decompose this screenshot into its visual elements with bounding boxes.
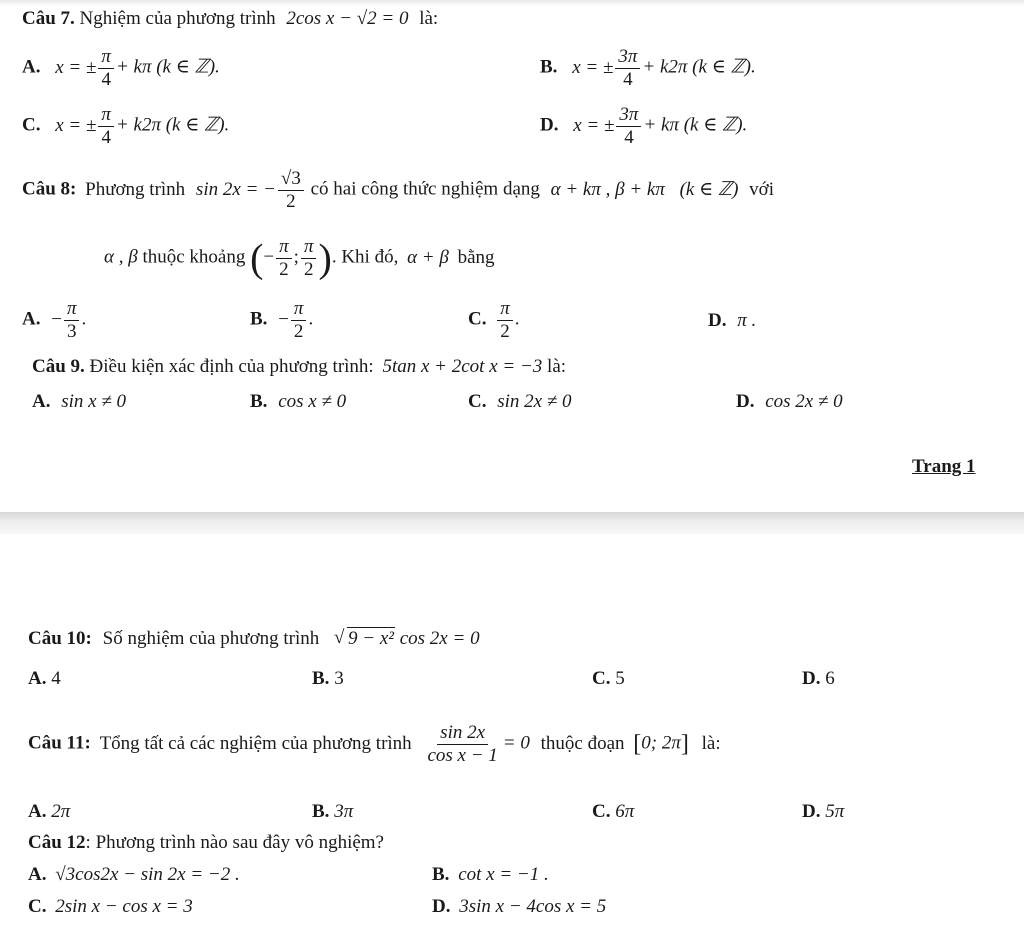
option-label: A. xyxy=(22,56,41,78)
question-8-eq-pre: sin 2x = − xyxy=(195,178,276,200)
fraction-numerator: π xyxy=(301,236,317,259)
option-value: √3cos2x − sin 2x = −2 . xyxy=(55,864,240,885)
fraction-numerator: π xyxy=(291,298,307,321)
option-fraction xyxy=(497,298,513,343)
option-value: 5 xyxy=(615,668,625,689)
option-value: cos x ≠ 0 xyxy=(278,391,347,412)
option-label: B. xyxy=(432,864,450,885)
question-10-label: Câu 10: xyxy=(28,628,92,649)
question-7-stem xyxy=(22,8,438,30)
question-10-stem xyxy=(28,628,480,650)
option-label: B. xyxy=(312,668,330,689)
question-9-option-b[interactable] xyxy=(250,391,346,413)
question-8-sum: α + β xyxy=(407,246,449,268)
question-12-stem xyxy=(28,832,384,854)
fraction-denominator: 2 xyxy=(303,258,314,280)
question-8-text: Phương trình xyxy=(85,178,186,200)
question-8-label: Câu 8: xyxy=(22,178,77,200)
question-8-option-d[interactable] xyxy=(708,310,756,332)
interval-right-fraction xyxy=(301,236,317,281)
option-value: sin 2x ≠ 0 xyxy=(497,391,572,412)
question-8-stem xyxy=(22,168,774,213)
question-7-equation: 2cos x − √2 = 0 xyxy=(286,8,409,29)
option-math: x = ± xyxy=(55,56,97,78)
question-12-option-a[interactable] xyxy=(28,864,240,886)
fraction-numerator: π xyxy=(276,236,292,259)
option-value: 3sin x − 4cos x = 5 xyxy=(459,896,607,917)
interval-left-fraction xyxy=(276,236,292,281)
question-11-text: Tổng tất cả các nghiệm của phương trình xyxy=(99,732,412,754)
option-label: C. xyxy=(468,391,487,412)
option-label: A. xyxy=(28,801,47,822)
interval-open-bracket: [ xyxy=(633,730,642,757)
option-label: B. xyxy=(250,391,268,412)
question-12-option-d[interactable] xyxy=(432,896,606,918)
option-value: 3 xyxy=(334,668,344,689)
option-label: A. xyxy=(28,668,47,689)
fraction-numerator: √3 xyxy=(278,168,304,191)
option-value: 3π xyxy=(334,801,354,822)
question-11-text-2: thuộc đoạn xyxy=(540,732,625,754)
option-label: C. xyxy=(468,308,487,330)
option-value: 6 xyxy=(825,668,835,689)
question-7-tail: là: xyxy=(419,8,439,29)
fraction-denominator: 2 xyxy=(500,320,510,342)
option-value: π . xyxy=(737,310,757,331)
question-10-option-a[interactable] xyxy=(28,668,61,690)
page-number: Trang 1 xyxy=(912,456,976,477)
question-11-option-d[interactable] xyxy=(802,801,844,823)
option-label: D. xyxy=(540,114,559,136)
option-label: D. xyxy=(802,668,821,689)
question-11-option-b[interactable] xyxy=(312,801,353,823)
interval-minus: − xyxy=(263,246,275,268)
option-sign: − xyxy=(51,308,62,330)
option-label: D. xyxy=(736,391,755,412)
question-8-option-a[interactable] xyxy=(22,298,86,343)
fraction-numerator: π xyxy=(497,298,513,321)
question-12-text: : Phương trình nào sau đây vô nghiệm? xyxy=(85,832,384,853)
option-fraction xyxy=(616,104,641,149)
question-9-equation: 5tan x + 2cot x = −3 xyxy=(382,356,543,377)
option-label: A. xyxy=(28,864,47,885)
option-label: B. xyxy=(250,308,268,330)
option-value: sin x ≠ 0 xyxy=(61,391,127,412)
option-fraction xyxy=(98,46,114,91)
question-10-eq-post: cos 2x = 0 xyxy=(399,628,480,649)
sqrt-radicand: 9 − x² xyxy=(348,628,394,649)
interval-separator: ; xyxy=(293,246,299,268)
question-12-option-c[interactable] xyxy=(28,896,193,918)
fraction-numerator: sin 2x xyxy=(437,722,488,745)
option-sign: − xyxy=(278,308,289,330)
question-7-label: Câu 7. xyxy=(22,8,75,29)
option-value: 2π xyxy=(51,801,71,822)
option-label: C. xyxy=(592,801,611,822)
fraction-denominator: 2 xyxy=(279,258,289,280)
question-7-option-a[interactable] xyxy=(22,46,220,91)
question-8-line-2-end: bằng xyxy=(457,246,495,268)
question-10-option-d[interactable] xyxy=(802,668,835,690)
question-11-eq-post: = 0 xyxy=(502,732,530,754)
option-label: C. xyxy=(28,896,47,917)
fraction-denominator: 4 xyxy=(101,68,111,90)
question-8-text-2: có hai công thức nghiệm dạng xyxy=(310,178,540,200)
question-9-text: Điều kiện xác định của phương trình: xyxy=(89,356,374,377)
fraction-numerator: π xyxy=(98,104,114,127)
interval-close-paren: ) xyxy=(318,235,332,281)
fraction-denominator: 4 xyxy=(101,126,111,148)
question-8-forms: α + kπ , β + kπ xyxy=(550,178,665,200)
question-7-option-c[interactable] xyxy=(22,104,229,149)
question-8-line-2-text: thuộc khoảng xyxy=(142,246,246,268)
option-math: x = ± xyxy=(55,114,97,136)
question-12-option-b[interactable] xyxy=(432,864,549,886)
fraction-numerator: π xyxy=(64,298,80,321)
option-label: A. xyxy=(32,391,51,412)
option-label: D. xyxy=(708,310,727,331)
question-8-text-3: với xyxy=(749,178,774,200)
question-8-option-b[interactable] xyxy=(250,298,313,343)
question-12-label: Câu 12 xyxy=(28,832,86,853)
option-math-tail: + k2π (k ∈ ℤ). xyxy=(642,56,756,78)
option-fraction xyxy=(64,298,80,343)
question-8-option-c[interactable] xyxy=(468,298,520,343)
fraction-denominator: 4 xyxy=(623,68,633,90)
question-9-stem xyxy=(32,356,566,378)
question-9-option-d[interactable] xyxy=(736,391,843,413)
option-math-tail: + kπ (k ∈ ℤ). xyxy=(115,56,220,78)
fraction-denominator: 3 xyxy=(66,320,77,342)
option-period: . xyxy=(514,308,520,330)
interval-open-paren: ( xyxy=(250,235,264,281)
fraction-denominator: 2 xyxy=(286,190,296,212)
question-10-option-b[interactable] xyxy=(312,668,344,690)
option-period: . xyxy=(308,308,314,330)
question-7-option-d[interactable] xyxy=(540,104,747,149)
option-math-tail: + kπ (k ∈ ℤ). xyxy=(643,114,748,136)
option-fraction xyxy=(98,104,114,149)
question-8-eq-fraction xyxy=(278,168,304,213)
question-11-fraction xyxy=(424,722,500,767)
question-11-label: Câu 11: xyxy=(28,732,91,754)
question-11-interval: 0; 2π xyxy=(641,732,681,754)
question-10-option-c[interactable] xyxy=(592,668,625,690)
option-math-tail: + k2π (k ∈ ℤ). xyxy=(115,114,230,136)
question-9-option-a[interactable] xyxy=(32,391,126,413)
option-value: 2sin x − cos x = 3 xyxy=(55,896,193,917)
option-label: D. xyxy=(802,801,821,822)
option-value: cot x = −1 . xyxy=(458,864,549,885)
fraction-numerator: 3π xyxy=(616,104,641,127)
page-divider xyxy=(0,512,1024,534)
option-value: 4 xyxy=(51,668,61,689)
fraction-denominator: 2 xyxy=(293,320,304,342)
option-label: C. xyxy=(22,114,41,136)
option-label: B. xyxy=(312,801,330,822)
option-label: D. xyxy=(432,896,451,917)
option-label: C. xyxy=(592,668,611,689)
fraction-numerator: π xyxy=(98,46,114,69)
question-11-option-c[interactable] xyxy=(592,801,634,823)
option-math: x = ± xyxy=(572,56,614,78)
option-period: . xyxy=(81,308,87,330)
option-fraction xyxy=(615,46,640,91)
question-8-condition: (k ∈ ℤ) xyxy=(679,178,739,200)
question-11-stem xyxy=(28,722,721,767)
fraction-denominator: cos x − 1 xyxy=(427,744,498,766)
option-label: A. xyxy=(22,308,41,330)
fraction-numerator: 3π xyxy=(615,46,640,69)
question-7-option-b[interactable] xyxy=(540,46,756,91)
option-value: 5π xyxy=(825,801,845,822)
question-8-alpha-beta: α , β xyxy=(104,246,138,268)
option-math: x = ± xyxy=(573,114,615,136)
option-label: B. xyxy=(540,56,558,78)
top-shadow-strip xyxy=(0,0,1024,6)
question-8-line-2-tail: . Khi đó, xyxy=(331,246,399,268)
option-value: 6π xyxy=(615,801,635,822)
option-fraction xyxy=(291,298,307,343)
question-10-sqrt xyxy=(334,628,395,650)
question-11-option-a[interactable] xyxy=(28,801,70,823)
question-9-option-c[interactable] xyxy=(468,391,572,413)
option-value: cos 2x ≠ 0 xyxy=(765,391,843,412)
question-8-line-2 xyxy=(104,236,495,281)
interval-close-bracket: ] xyxy=(680,730,689,757)
question-7-text: Nghiệm của phương trình xyxy=(79,8,276,29)
question-11-tail: là: xyxy=(701,732,721,754)
fraction-denominator: 4 xyxy=(624,126,634,148)
question-9-label: Câu 9. xyxy=(32,356,85,377)
question-10-text: Số nghiệm của phương trình xyxy=(102,628,320,649)
question-9-tail: là: xyxy=(547,356,567,377)
